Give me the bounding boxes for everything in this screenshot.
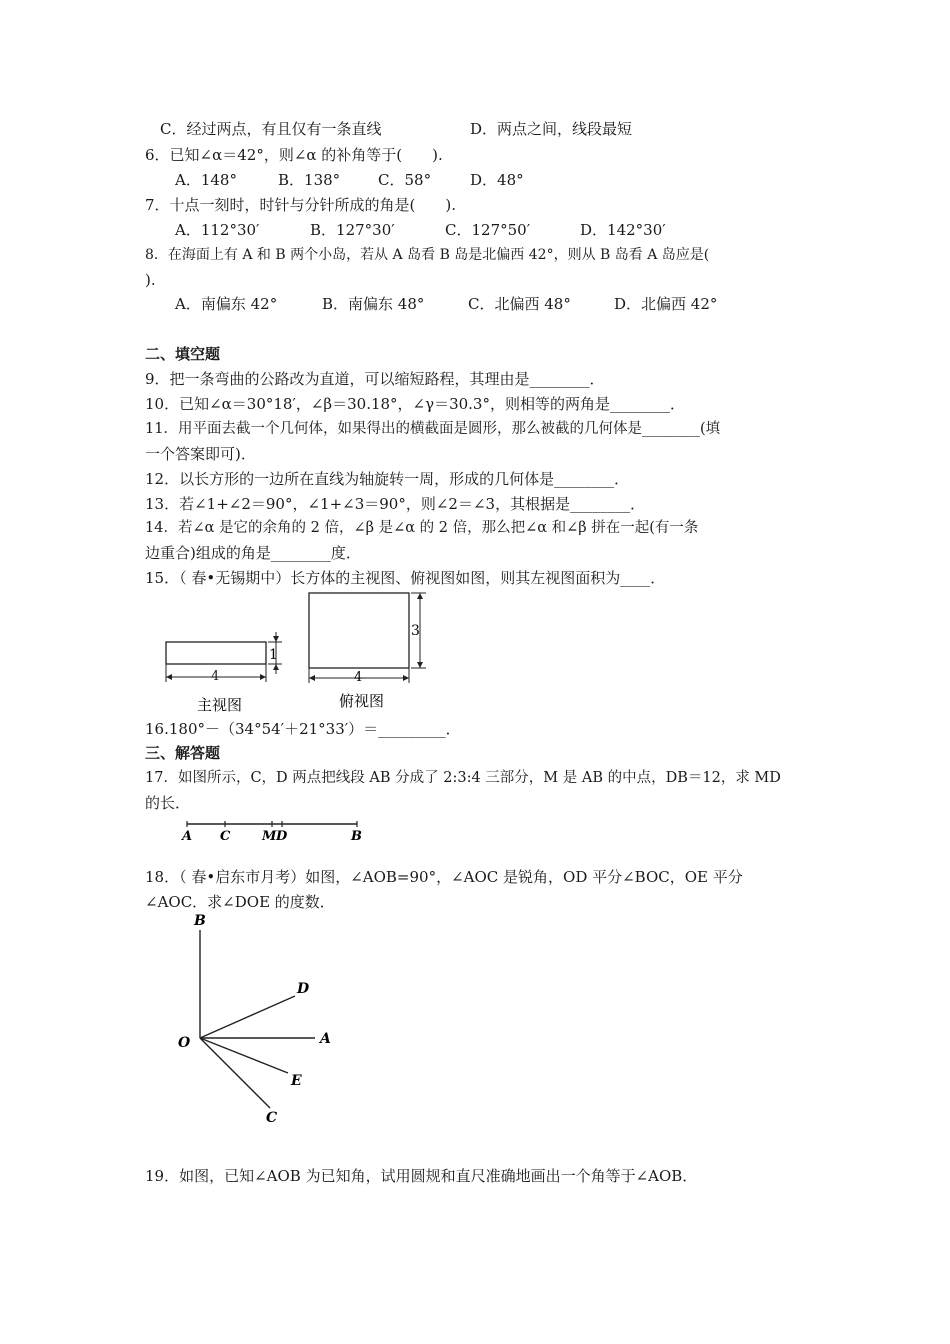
section-solve-title: 三、解答题 bbox=[145, 744, 221, 762]
q7-stem: 7．十点一刻时，时针与分针所成的角是( ). bbox=[145, 196, 457, 214]
ray-oc bbox=[200, 1038, 270, 1108]
front-view-diagram bbox=[160, 630, 290, 715]
ray-od bbox=[200, 996, 295, 1038]
q8-option-a: A．南偏东 42° bbox=[175, 295, 278, 313]
q8-stem-line2: ). bbox=[145, 271, 156, 289]
q8-option-d: D．北偏西 42° bbox=[614, 295, 718, 313]
top-view-diagram bbox=[300, 588, 440, 713]
point-a-label: A bbox=[182, 829, 193, 844]
point-b-label: B bbox=[351, 829, 362, 844]
q8-option-c: C．北偏西 48° bbox=[468, 295, 571, 313]
q16-text: 16.180°－（34°54′＋21°33′）＝_________． bbox=[145, 720, 461, 738]
q14-line1: 14．若∠α 是它的余角的 2 倍，∠β 是∠α 的 2 倍，那么把∠α 和∠β 拼在一起(有一条 bbox=[145, 520, 699, 536]
q15-text: 15．（ 春•无锡期中）长方体的主视图、俯视图如图，则其左视图面积为____． bbox=[145, 569, 666, 587]
q17-line2: 的长． bbox=[145, 794, 191, 812]
q19-text: 19．如图，已知∠AOB 为已知角，试用圆规和直尺准确地画出一个角等于∠AOB． bbox=[145, 1167, 698, 1185]
q6-option-d: D．48° bbox=[470, 171, 524, 189]
q13-text: 13．若∠1+∠2＝90°，∠1+∠3＝90°，则∠2＝∠3，其根据是________． bbox=[145, 495, 646, 513]
q10-text: 10．已知∠α＝30°18′，∠β＝30.18°，∠γ＝30.3°，则相等的两角是________． bbox=[145, 395, 685, 413]
q8-stem-line1: 8．在海面上有 A 和 B 两个小岛，若从 A 岛看 B 岛是北偏西 42°，则从 B 岛看 A 岛应是( bbox=[145, 247, 710, 263]
q11-line1: 11．用平面去截一个几何体，如果得出的横截面是圆形，那么被截的几何体是________(填 bbox=[145, 421, 721, 437]
segment-ab-diagram bbox=[180, 818, 370, 844]
q18-line2: ∠AOC．求∠DOE 的度数． bbox=[145, 893, 335, 911]
label-o: O bbox=[178, 1035, 191, 1051]
label-b: B bbox=[194, 913, 206, 929]
q12-text: 12．以长方形的一边所在直线为轴旋转一周，形成的几何体是________． bbox=[145, 470, 630, 488]
q11-line2: 一个答案即可)． bbox=[145, 445, 256, 463]
q17-line1: 17．如图所示，C，D 两点把线段 AB 分成了 2:3:4 三部分，M 是 AB 的中点，DB＝12，求 MD bbox=[145, 770, 781, 786]
front-view-height-label: 1 bbox=[269, 647, 278, 663]
q8-option-b: B．南偏东 48° bbox=[322, 295, 425, 313]
q14-line2: 边重合)组成的角是________度． bbox=[145, 544, 361, 562]
q6-option-a: A．148° bbox=[175, 171, 237, 189]
ray-oe bbox=[200, 1038, 288, 1073]
label-d: D bbox=[297, 981, 310, 997]
front-view-width-label: 4 bbox=[211, 669, 220, 684]
section-fill-in-title: 二、填空题 bbox=[145, 345, 221, 363]
top-view-rect bbox=[309, 593, 409, 668]
angle-aob-diagram bbox=[170, 908, 370, 1128]
point-m-label: M bbox=[262, 829, 277, 844]
label-a: A bbox=[320, 1031, 331, 1047]
q7-option-c: C．127°50′ bbox=[445, 221, 531, 239]
label-e: E bbox=[291, 1073, 302, 1089]
front-view-caption: 主视图 bbox=[197, 696, 243, 714]
q7-option-a: A．112°30′ bbox=[175, 221, 260, 239]
label-c: C bbox=[266, 1110, 278, 1126]
front-view-rect bbox=[166, 642, 266, 664]
q18-line1: 18．（ 春•启东市月考）如图，∠AOB=90°，∠AOC 是锐角，OD 平分∠BOC，OE 平分 bbox=[145, 868, 743, 886]
q6-option-b: B．138° bbox=[278, 171, 341, 189]
q7-option-d: D．142°30′ bbox=[580, 221, 666, 239]
q5-option-d: D．两点之间，线段最短 bbox=[470, 120, 633, 138]
q6-stem: 6．已知∠α＝42°，则∠α 的补角等于( ). bbox=[145, 146, 443, 164]
top-view-caption: 俯视图 bbox=[339, 692, 385, 710]
top-view-height-label: 3 bbox=[411, 623, 420, 639]
point-d-label: D bbox=[276, 829, 288, 844]
q5-option-c: C．经过两点，有且仅有一条直线 bbox=[160, 120, 382, 138]
q9-text: 9．把一条弯曲的公路改为直道，可以缩短路程，其理由是________． bbox=[145, 370, 605, 388]
point-c-label: C bbox=[220, 829, 231, 844]
q6-option-c: C．58° bbox=[378, 171, 432, 189]
top-view-width-label: 4 bbox=[354, 670, 363, 685]
q7-option-b: B．127°30′ bbox=[310, 221, 395, 239]
